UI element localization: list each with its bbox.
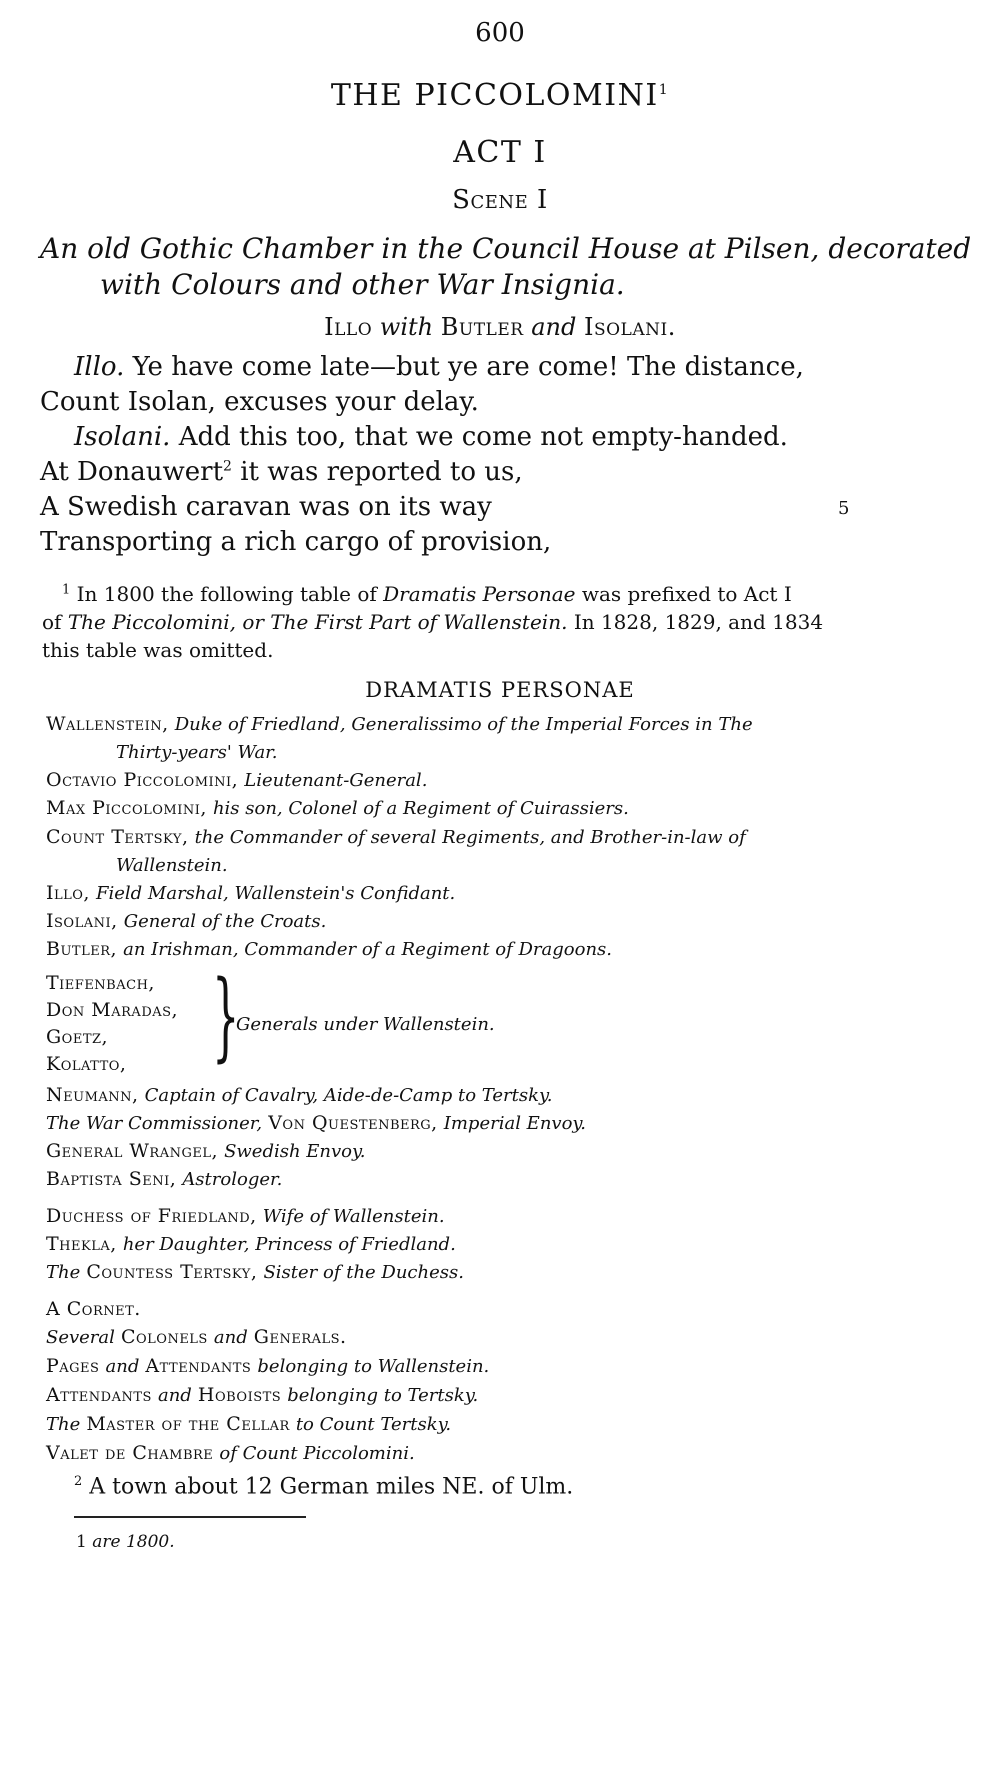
verse-line-3 [74, 422, 788, 452]
play-title-text: THE PICCOLOMINI [330, 78, 659, 113]
verse-text: Ye have come late—but ye are come! The distance, [132, 352, 804, 382]
footnote-1-line-1: $^1$ In 1800 the following table of Dramatis Personae was prefixed to Act I [62, 582, 792, 606]
dp-entry-butler: Butler, an Irishman, Commander of a Regiment of Dragoons. [46, 938, 613, 960]
character-illo: Illo [324, 313, 373, 341]
dp-entry-tertsky-cont: Wallenstein. [116, 855, 228, 876]
verse-text: A Swedish caravan was on its way [40, 492, 492, 522]
dp-entry-cornet: A Cornet. [46, 1298, 141, 1320]
dp-entry-hoboists: Attendants and Hoboists belonging to Tertsky. [46, 1384, 479, 1406]
footnote-2: $^2$ A town about 12 German miles NE. of Ulm. [74, 1474, 574, 1500]
speaker-name: Illo. [74, 352, 125, 382]
footnote-1-line-2: of The Piccolomini, or The First Part of Wallenstein. In 1828, 1829, and 1834 [42, 610, 824, 634]
footnote-rule [74, 1516, 306, 1518]
textual-note: 1 are 1800. [76, 1532, 175, 1552]
dp-entry-isolani: Isolani, General of the Croats. [46, 910, 327, 932]
dp-entry-wallenstein: Wallenstein, Duke of Friedland, Generalissimo of the Imperial Forces in The [46, 713, 753, 735]
dp-entry-pages: Pages and Attendants belonging to Wallenstein. [46, 1355, 490, 1377]
dp-generals-desc: Generals under Wallenstein. [236, 1014, 495, 1035]
dp-entry-wrangel: General Wrangel, Swedish Envoy. [46, 1140, 366, 1162]
character-butler: Butler [440, 313, 524, 341]
dp-entry-master-of-cellar: The Master of the Cellar to Count Tertsky. [46, 1413, 452, 1435]
verse-text: At Donauwert [40, 457, 224, 487]
character-isolani: Isolani. [583, 313, 676, 341]
verse-text: Transporting a rich cargo of provision, [40, 527, 552, 557]
dp-general-kolatto: Kolatto, [46, 1053, 127, 1075]
dp-entry-tertsky: Count Tertsky, the Commander of several Regiments, and Brother-in-law of [46, 826, 746, 848]
brace-glyph: } [212, 960, 240, 1072]
verse-line-4 [40, 457, 523, 487]
connector-and: and [531, 313, 577, 341]
dp-entry-octavio: Octavio Piccolomini, Lieutenant-General. [46, 769, 428, 791]
footnote-ref-2[interactable]: 2 [223, 458, 232, 475]
footnote-mark: 1 [62, 582, 71, 598]
dp-general-goetz: Goetz, [46, 1026, 109, 1048]
dp-entry-colonels: Several Colonels and Generals. [46, 1326, 347, 1348]
speaker-name: Isolani. [74, 422, 171, 452]
verse-text: Add this too, that we come not empty-handed. [178, 422, 788, 452]
verse-line-2 [40, 387, 479, 417]
dp-entry-wallenstein-cont: Thirty-years' War. [116, 742, 278, 763]
connector-with: with [379, 313, 434, 341]
footnote-mark: 2 [74, 1474, 83, 1489]
act-heading: ACT I [453, 135, 547, 170]
page-number: 600 [475, 18, 525, 48]
dp-entry-duchess: Duchess of Friedland, Wife of Wallenstein. [46, 1205, 445, 1227]
dp-entry-illo: Illo, Field Marshal, Wallenstein's Confidant. [46, 882, 456, 904]
footnote-ref-1[interactable]: 1 [658, 82, 670, 98]
dp-entry-thekla: Thekla, her Daughter, Princess of Friedland. [46, 1233, 456, 1255]
verse-text: Count Isolan, excuses your delay. [40, 387, 479, 417]
verse-line-5 [40, 492, 492, 522]
dramatis-personae-heading: DRAMATIS PERSONAE [365, 678, 635, 702]
dp-entry-questenberg: The War Commissioner, Von Questenberg, Imperial Envoy. [46, 1112, 586, 1134]
verse-line-6 [40, 527, 551, 557]
dp-entry-countess: The Countess Tertsky, Sister of the Duchess. [46, 1261, 464, 1283]
dp-entry-max: Max Piccolomini, his son, Colonel of a Regiment of Cuirassiers. [46, 797, 629, 819]
line-number: 5 [838, 498, 850, 519]
play-title [0, 78, 1000, 113]
dp-entry-seni: Baptista Seni, Astrologer. [46, 1168, 283, 1190]
scene-heading: Scene I [452, 185, 548, 215]
dp-entry-valet: Valet de Chambre of Count Piccolomini. [46, 1442, 415, 1464]
dp-entry-neumann: Neumann, Captain of Cavalry, Aide-de-Camp to Tertsky. [46, 1084, 553, 1106]
stage-direction-line-1: An old Gothic Chamber in the Council House at Pilsen, decorated [40, 232, 972, 265]
dp-general-tiefenbach: Tiefenbach, [46, 972, 155, 994]
stage-direction-line-2: with Colours and other War Insignia. [100, 268, 625, 301]
characters-on-stage [0, 313, 1000, 341]
verse-text-cont: it was reported to us, [240, 457, 523, 487]
dp-general-don-maradas: Don Maradas, [46, 999, 179, 1021]
verse-line-1 [74, 352, 804, 382]
footnote-1-line-3: this table was omitted. [42, 638, 274, 662]
